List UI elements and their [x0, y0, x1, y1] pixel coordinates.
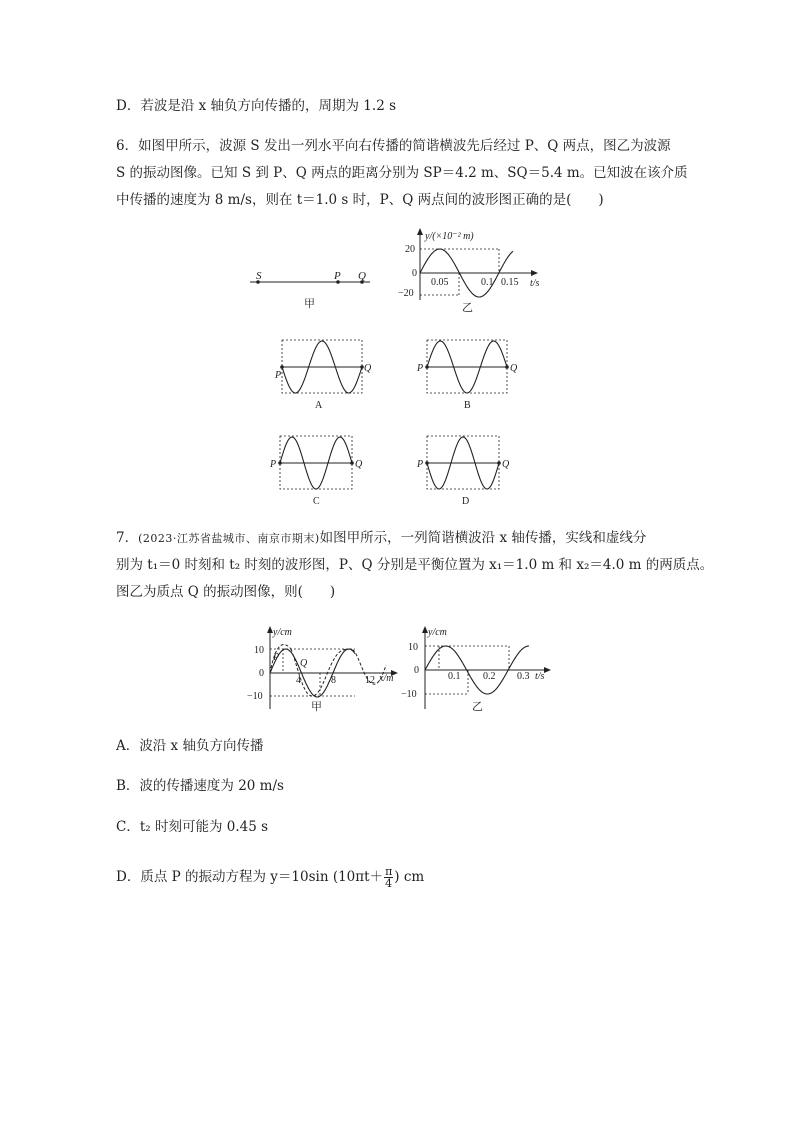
ytick-zero: 0: [259, 668, 264, 679]
choice-letter: B: [464, 400, 471, 411]
label-q: Q: [358, 270, 366, 282]
xtick-2: 0.2: [483, 671, 496, 682]
q6-figure-jia: [250, 262, 380, 317]
caption-jia: 甲: [304, 298, 315, 310]
q6-stem-line1: 6．如图甲所示，波源 S 发出一列水平向右传播的简谐横波先后经过 P、Q 两点，图乙为波源: [116, 138, 671, 154]
q7-figure-jia: [245, 623, 405, 715]
ytick-top: 20: [405, 244, 415, 255]
ytick-zero: 0: [414, 665, 419, 676]
question-number: 7．: [116, 530, 139, 546]
caption-yi: 乙: [472, 701, 483, 713]
question-source: (2023·江苏省盐城市、南京市期末): [138, 532, 320, 545]
choice-d-graph[interactable]: [415, 432, 525, 507]
q7-stem-line3: 图乙为质点 Q 的振动图像，则( ): [116, 584, 336, 600]
choice-letter: A: [315, 400, 323, 411]
q7-stem-text: 如图甲所示，一列简谐横波沿 x 轴传播，实线和虚线分: [319, 530, 647, 546]
point-q: Q: [355, 459, 363, 470]
option-d-unit: ) cm: [394, 869, 425, 885]
ylabel: y/cm: [428, 627, 447, 638]
label-p: P: [273, 652, 280, 663]
caption-yi: 乙: [462, 302, 473, 314]
choice-c-graph[interactable]: [266, 432, 376, 507]
xlabel: t/s: [535, 671, 545, 682]
xtick-1: 0.05: [431, 277, 449, 288]
fraction: [384, 866, 393, 889]
label-p: P: [334, 270, 341, 282]
xtick-12: 12: [365, 675, 375, 686]
q7-option-c[interactable]: C．t₂ 时刻可能为 0.45 s: [116, 819, 269, 835]
xtick-3: 0.3: [517, 671, 530, 682]
q5-option-d: D．若波是沿 x 轴负方向传播的，周期为 1.2 s: [116, 98, 396, 114]
xtick-4: 4: [296, 675, 301, 686]
label-s: S: [256, 270, 262, 282]
label-q: Q: [300, 658, 308, 669]
point-q: Q: [502, 459, 510, 470]
q7-stem-line2: 别为 t₁＝0 时刻和 t₂ 时刻的波形图，P、Q 分别是平衡位置为 x₁＝1.0 m 和 x₂＝4.0 m 的两质点。: [116, 557, 714, 573]
q6-stem-line2: S 的振动图像。已知 S 到 P、Q 两点的距离分别为 SP＝4.2 m、SQ＝5.4 m。已知波在该介质: [116, 165, 688, 181]
ytick-top: 10: [254, 645, 264, 656]
option-d-text: D．质点 P 的振动方程为 y＝10sin (10πt＋: [116, 869, 384, 885]
choice-a-graph[interactable]: [270, 336, 380, 411]
q7-option-b[interactable]: B．波的传播速度为 20 m/s: [116, 778, 284, 794]
q7-stem-line1: [116, 528, 646, 549]
point-p: P: [275, 370, 282, 381]
ytick-bottom: −10: [401, 689, 417, 700]
point-p: P: [417, 363, 424, 374]
choice-b-graph[interactable]: [415, 336, 525, 411]
fraction-denominator: 4: [385, 877, 393, 890]
caption-jia: 甲: [311, 701, 322, 713]
q7-option-d[interactable]: [116, 866, 424, 889]
xtick-8: 8: [331, 675, 336, 686]
fraction-numerator: π: [385, 865, 393, 878]
ytick-bottom: −20: [398, 288, 414, 299]
xtick-1: 0.1: [448, 671, 461, 682]
q7-option-a[interactable]: A．波沿 x 轴负方向传播: [116, 738, 264, 754]
q7-figure-yi: [401, 623, 560, 715]
ylabel: y/cm: [273, 627, 292, 638]
point-q: Q: [510, 363, 518, 374]
point-p: P: [417, 459, 424, 470]
xtick-3: 0.15: [501, 277, 519, 288]
ylabel: y/(×10⁻² m): [425, 231, 474, 242]
xlabel: t/s: [530, 278, 540, 289]
point-p: P: [270, 459, 277, 470]
q6-figure-yi: [395, 225, 545, 315]
dashed-waveform: [270, 645, 386, 696]
xlabel: x/m: [379, 673, 394, 684]
xtick-2: 0.1: [481, 277, 494, 288]
q6-stem-line3: 中传播的速度为 8 m/s，则在 t＝1.0 s 时，P、Q 两点间的波形图正确的是( ): [116, 192, 604, 208]
choice-letter: D: [462, 496, 470, 507]
choice-letter: C: [313, 496, 320, 507]
ytick-top: 10: [408, 642, 418, 653]
ytick-zero: 0: [412, 268, 417, 279]
point-q: Q: [364, 363, 372, 374]
ytick-bottom: −10: [247, 691, 263, 702]
